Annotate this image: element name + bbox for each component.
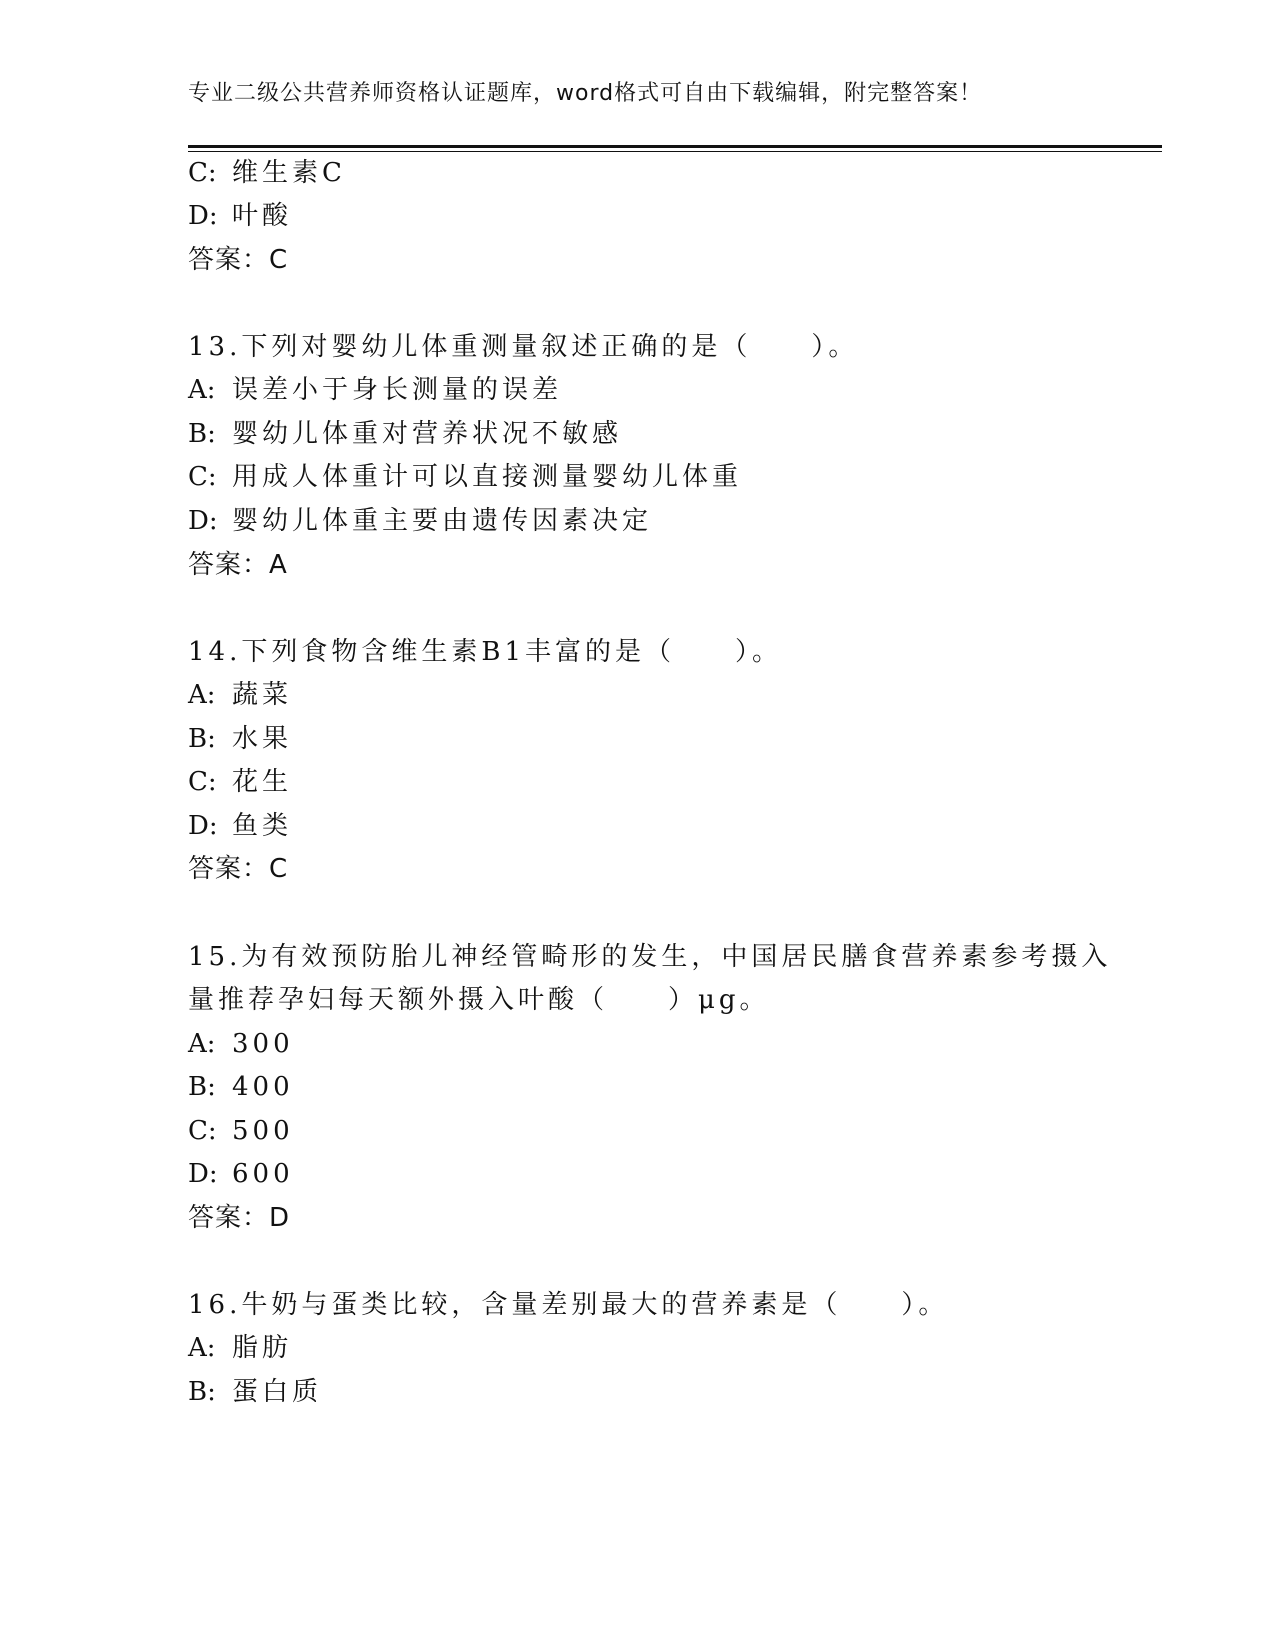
q13-option-a xyxy=(188,375,562,405)
option-label: A: xyxy=(188,1333,216,1363)
q15-option-d xyxy=(188,1159,294,1189)
option-label: B: xyxy=(188,1072,216,1102)
option-label: B: xyxy=(188,1377,216,1407)
option-label: C: xyxy=(188,462,217,492)
option-text: 婴幼儿体重对营养状况不敏感 xyxy=(232,419,623,449)
option-text: 婴幼儿体重主要由遗传因素决定 xyxy=(232,506,653,536)
option-text: 用成人体重计可以直接测量婴幼儿体重 xyxy=(232,462,743,492)
option-label: C: xyxy=(188,767,217,797)
q15-stem-line1: 15.为有效预防胎儿神经管畸形的发生，中国居民膳食营养素参考摄入 xyxy=(188,942,1112,972)
q13-option-b xyxy=(188,419,622,449)
q12-option-d xyxy=(188,201,292,231)
q14-option-b xyxy=(188,724,292,754)
option-label: B: xyxy=(188,724,216,754)
option-text: 水果 xyxy=(232,724,293,754)
q13-answer: 答案：A xyxy=(188,550,288,580)
option-label: C: xyxy=(188,158,217,188)
q15-option-c xyxy=(188,1116,294,1146)
q13-option-d xyxy=(188,506,652,536)
option-text: 误差小于身长测量的误差 xyxy=(232,375,563,405)
option-text: 叶酸 xyxy=(232,201,293,231)
q15-option-a xyxy=(188,1029,294,1059)
option-label: C: xyxy=(188,1116,217,1146)
option-text: 花生 xyxy=(232,767,293,797)
page-header: 专业二级公共营养师资格认证题库，word格式可自由下载编辑，附完整答案！ xyxy=(188,81,983,106)
option-text: 300 xyxy=(232,1029,294,1059)
option-label: A: xyxy=(188,1029,216,1059)
option-label: A: xyxy=(188,375,216,405)
q14-option-c xyxy=(188,767,292,797)
option-text: 蛋白质 xyxy=(232,1377,323,1407)
q13-option-c xyxy=(188,462,742,492)
option-label: D: xyxy=(188,1159,218,1189)
q15-answer: 答案：D xyxy=(188,1203,291,1233)
option-text: 蔬菜 xyxy=(232,680,293,710)
q13-stem: 13.下列对婴幼儿体重测量叙述正确的是（ ）。 xyxy=(188,332,859,362)
q14-answer: 答案：C xyxy=(188,854,289,884)
option-text: 500 xyxy=(232,1116,294,1146)
q15-option-b xyxy=(188,1072,294,1102)
option-label: B: xyxy=(188,419,216,449)
q15-stem-line2: 量推荐孕妇每天额外摄入叶酸（ ）μg。 xyxy=(188,985,770,1015)
option-text: 600 xyxy=(232,1159,294,1189)
option-text: 400 xyxy=(232,1072,294,1102)
option-text: 维生素C xyxy=(232,158,346,188)
q14-option-a xyxy=(188,680,292,710)
q16-option-b xyxy=(188,1377,322,1407)
q14-stem: 14.下列食物含维生素B1丰富的是（ ）。 xyxy=(188,637,782,667)
header-divider-thick xyxy=(188,145,1162,148)
q16-option-a xyxy=(188,1333,292,1363)
q12-answer: 答案：C xyxy=(188,245,289,275)
option-text: 脂肪 xyxy=(232,1333,293,1363)
q12-option-c xyxy=(188,158,346,188)
header-divider-thin xyxy=(188,151,1162,152)
option-label: D: xyxy=(188,811,218,841)
option-label: D: xyxy=(188,506,218,536)
option-label: D: xyxy=(188,201,218,231)
q14-option-d xyxy=(188,811,292,841)
option-text: 鱼类 xyxy=(232,811,293,841)
q16-stem: 16.牛奶与蛋类比较，含量差别最大的营养素是（ ）。 xyxy=(188,1290,949,1320)
option-label: A: xyxy=(188,680,216,710)
